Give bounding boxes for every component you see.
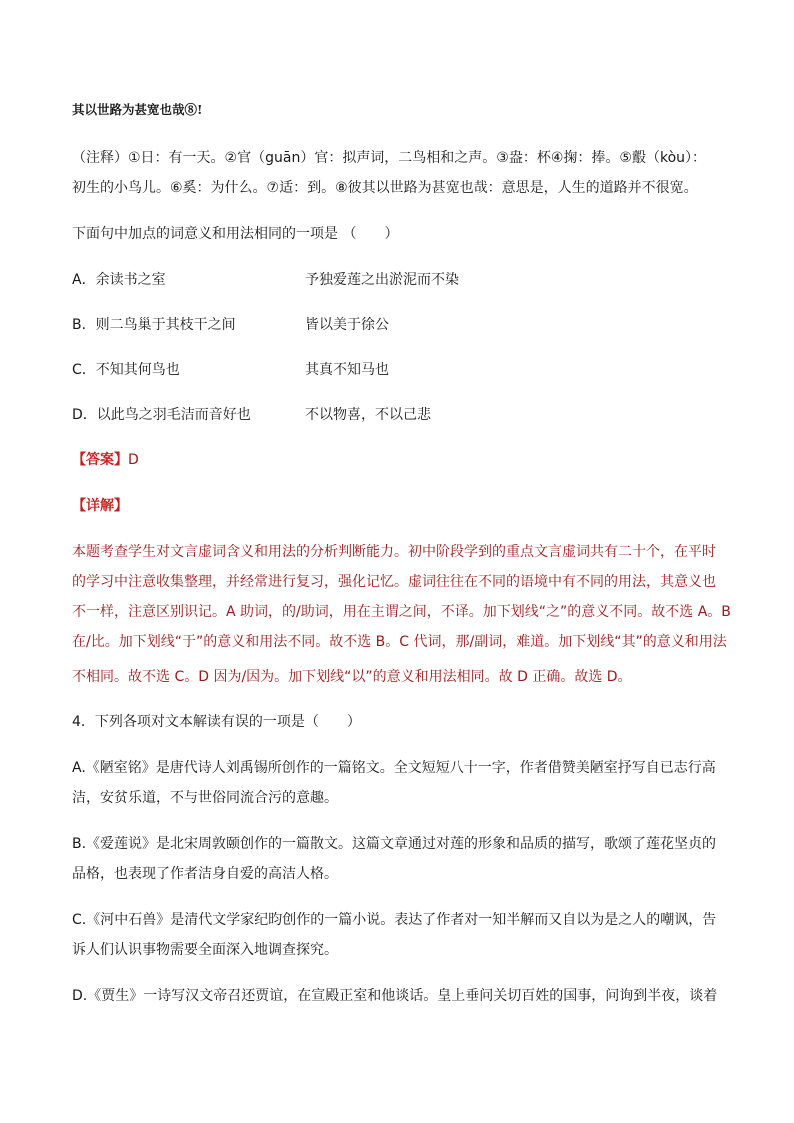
- q3-option-d-right: 不以物喜，不以己悲: [305, 407, 431, 423]
- q4-option-b-line-1: B.《爱莲说》是北宋周敦颐创作的一篇散文。这篇文章通过对莲的形象和品质的描写，歌颂了莲花坚贞的: [72, 836, 717, 852]
- q4-option-a-line-2: 洁，安贫乐道，不与世俗同流合污的意趣。: [72, 790, 338, 806]
- answer-label: [72, 450, 139, 470]
- detail-tag: 【详解】: [72, 498, 128, 514]
- q3-option-c-left: C．不知其何鸟也: [72, 362, 180, 378]
- answer-value: D: [128, 452, 139, 468]
- question4-stem: 4．下列各项对文本解读有误的一项是（ ）: [72, 714, 361, 730]
- q3-option-d-left: D．以此鸟之羽毛洁而音好也: [72, 407, 251, 423]
- detail-line-3: 不一样，注意区别识记。A 助词，的/助词，用在主谓之间，不译。加下划线“之”的意义不同。故不选 A。B: [72, 604, 731, 620]
- q3-option-b-left: B．则二鸟巢于其枝干之间: [72, 317, 236, 333]
- classical-quote-line: 其以世路为甚宽也哉⑧!: [72, 102, 203, 117]
- q4-option-d-line-1: D.《贾生》一诗写汉文帝召还贾谊，在宣殿正室和他谈话。皇上垂问关切百姓的国事，问询到半夜，谈着: [72, 988, 718, 1004]
- detail-line-1: 本题考查学生对文言虚词含义和用法的分析判断能力。初中阶段学到的重点文言虚词共有二十个，在平时: [72, 544, 716, 560]
- notes-line-2: 初生的小鸟儿。⑥奚：为什么。⑦适：到。⑧彼其以世路为甚宽也哉：意思是，人生的道路并不很宽。: [72, 180, 698, 196]
- detail-line-2: 的学习中注意收集整理，并经常进行复习，强化记忆。虚词往往在不同的语境中有不同的用法，其意义也: [72, 574, 716, 590]
- q3-option-a-left: A．余读书之室: [72, 272, 166, 288]
- notes-line-1: （注释）①日：有一天。②官（guān）官：拟声词，二鸟相和之声。③盎：杯④掬：捧。⑤鷇（kòu）：: [72, 150, 707, 166]
- q3-option-a-right: 予独爱莲之出淤泥而不染: [305, 272, 459, 288]
- q3-option-b-right: 皆以美于徐公: [305, 317, 389, 333]
- q3-option-c-right: 其真不知马也: [305, 362, 389, 378]
- question3-stem: 下面句中加点的词意义和用法相同的一项是 （ ）: [72, 226, 399, 242]
- q4-option-c-line-1: C.《河中石兽》是清代文学家纪昀创作的一篇小说。表达了作者对一知半解而又自以为是之人的嘲讽，告: [72, 912, 717, 928]
- detail-line-5: 不相同。故不选 C。D 因为/因为。加下划线“以”的意义和用法相同。故 D 正确。故选 D。: [72, 669, 632, 685]
- answer-tag: 【答案】: [72, 452, 128, 468]
- detail-line-4: 在/比。加下划线“于”的意义和用法不同。故不选 B。C 代词，那/副词，难道。加下划线“其”的意义和用法: [72, 634, 727, 650]
- q4-option-b-line-2: 品格，也表现了作者洁身自爱的高洁人格。: [72, 866, 338, 882]
- q4-option-a-line-1: A.《陋室铭》是唐代诗人刘禹锡所创作的一篇铭文。全文短短八十一字，作者借赞美陋室抒写自已志行高: [72, 760, 716, 776]
- q4-option-c-line-2: 诉人们认识事物需要全面深入地调查探究。: [72, 942, 338, 958]
